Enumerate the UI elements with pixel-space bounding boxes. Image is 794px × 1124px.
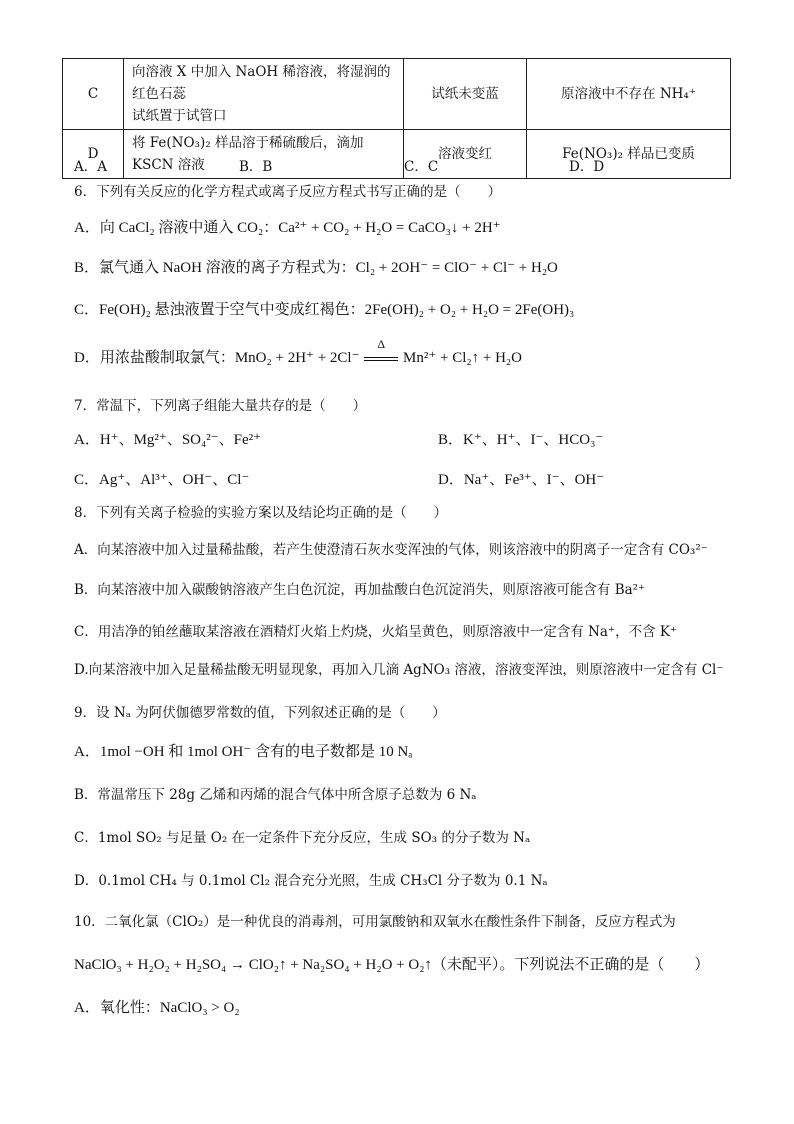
q7-options-row2: [74, 470, 734, 490]
q6-d-left: D．用浓盐酸制取氯气：MnO₂ + 2H⁺ + 2Cl⁻: [74, 350, 360, 366]
phenomenon-cell: 试纸未变蓝: [404, 59, 527, 130]
row-label: D: [63, 130, 124, 179]
q6-option-b[interactable]: B．氯气通入 NaOH 溶液的离子方程式为：Cl₂ + 2OH⁻ = ClO⁻ + Cl⁻ + H₂O: [74, 260, 558, 276]
q6-d-right: Mn²⁺ + Cl₂↑ + H₂O: [403, 350, 522, 366]
conclusion-cell: 原溶液中不存在 NH₄⁺: [527, 59, 731, 130]
option-c[interactable]: C．C: [404, 159, 439, 175]
q8-option-d[interactable]: D.向某溶液中加入足量稀盐酸无明显现象，再加入几滴 AgNO₃ 溶液，溶液变浑浊，则原溶液中一定含有 Cl⁻: [74, 662, 724, 678]
q9-option-a[interactable]: A．1mol −OH 和 1mol OH⁻ 含有的电子数都是 10 Nₐ: [74, 744, 413, 760]
row-label: C: [63, 59, 124, 130]
table-row: [63, 59, 731, 130]
option-d[interactable]: D．D: [569, 159, 605, 175]
q7-option-a[interactable]: A．H⁺、Mg²⁺、SO₄²⁻、Fe²⁺: [74, 432, 262, 448]
q7-option-c[interactable]: C．Ag⁺、Al³⁺、OH⁻、Cl⁻: [74, 472, 250, 488]
q8-option-b[interactable]: B．向某溶液中加入碳酸钠溶液产生白色沉淀，再加盐酸白色沉淀消失，则原溶液可能含有 Ba²⁺: [74, 582, 646, 598]
q5-options: [74, 157, 734, 177]
q10-stem: 10．二氧化氯（ClO₂）是一种优良的消毒剂，可用氯酸钠和双氧水在酸性条件下制备，反应方程式为: [74, 914, 676, 930]
q8-option-a[interactable]: A．向某溶液中加入过量稀盐酸，若产生使澄清石灰水变浑浊的气体，则该溶液中的阴离子一定含有 CO₃²⁻: [74, 542, 708, 558]
q10-equation: NaClO₃ + H₂O₂ + H₂SO₄ → ClO₂↑ + Na₂SO₄ + H₂O + O₂↑（未配平）。下列说法不正确的是（ ）: [74, 957, 710, 973]
q6-option-d[interactable]: [74, 337, 522, 368]
q9-option-d[interactable]: D．0.1mol CH₄ 与 0.1mol Cl₂ 混合充分光照，生成 CH₃Cl 分子数为 0.1 Nₐ: [74, 873, 548, 889]
heat-condition: [363, 337, 399, 368]
q6-option-c[interactable]: C．Fe(OH)₂ 悬浊液置于空气中变成红褐色：2Fe(OH)₂ + O₂ + H₂O = 2Fe(OH)₃: [74, 302, 575, 318]
option-b[interactable]: B．B: [239, 159, 273, 175]
q6-option-a[interactable]: A．向 CaCl₂ 溶液中通入 CO₂：Ca²⁺ + CO₂ + H₂O = CaCO₃↓ + 2H⁺: [74, 220, 501, 236]
q7-stem: 7．常温下，下列离子组能大量共存的是（ ）: [74, 398, 367, 414]
phenomenon-cell: 溶液变红: [404, 130, 527, 179]
q9-option-c[interactable]: C．1mol SO₂ 与足量 O₂ 在一定条件下充分反应，生成 SO₃ 的分子数为 Nₐ: [74, 830, 531, 846]
q10-option-a[interactable]: A．氧化性：NaClO₃ > O₂: [74, 1000, 240, 1016]
option-a[interactable]: A．A: [74, 159, 107, 175]
delta-symbol: Δ: [377, 337, 386, 351]
q7-option-d[interactable]: D．Na⁺、Fe³⁺、I⁻、OH⁻: [438, 472, 605, 488]
q8-stem: 8．下列有关离子检验的实验方案以及结论均正确的是（ ）: [74, 505, 448, 521]
operation-cell: 将 Fe(NO₃)₂ 样品溶于稀硫酸后，滴加 KSCN 溶液: [124, 130, 404, 179]
q6-stem: 6．下列有关反应的化学方程式或离子反应方程式书写正确的是（ ）: [74, 184, 502, 200]
q7-options-row1: [74, 430, 734, 450]
conclusion-cell: Fe(NO₃)₂ 样品已变质: [527, 130, 731, 179]
operation-line: 向溶液 X 中加入 NaOH 稀溶液，将湿润的红色石蕊: [132, 64, 391, 102]
q7-option-b[interactable]: B．K⁺、H⁺、I⁻、HCO₃⁻: [438, 432, 604, 448]
operation-cell: [124, 59, 404, 130]
operation-line: 试纸置于试管口: [132, 108, 227, 124]
q9-option-b[interactable]: B．常温常压下 28g 乙烯和丙烯的混合气体中所含原子总数为 6 Nₐ: [74, 787, 477, 803]
q8-option-c[interactable]: C．用洁净的铂丝蘸取某溶液在酒精灯火焰上灼烧，火焰呈黄色，则原溶液中一定含有 Na⁺，不含 K⁺: [74, 624, 678, 640]
q9-stem: 9．设 Nₐ 为阿伏伽德罗常数的值，下列叙述正确的是（ ）: [74, 705, 446, 721]
reaction-equals: [364, 357, 398, 361]
